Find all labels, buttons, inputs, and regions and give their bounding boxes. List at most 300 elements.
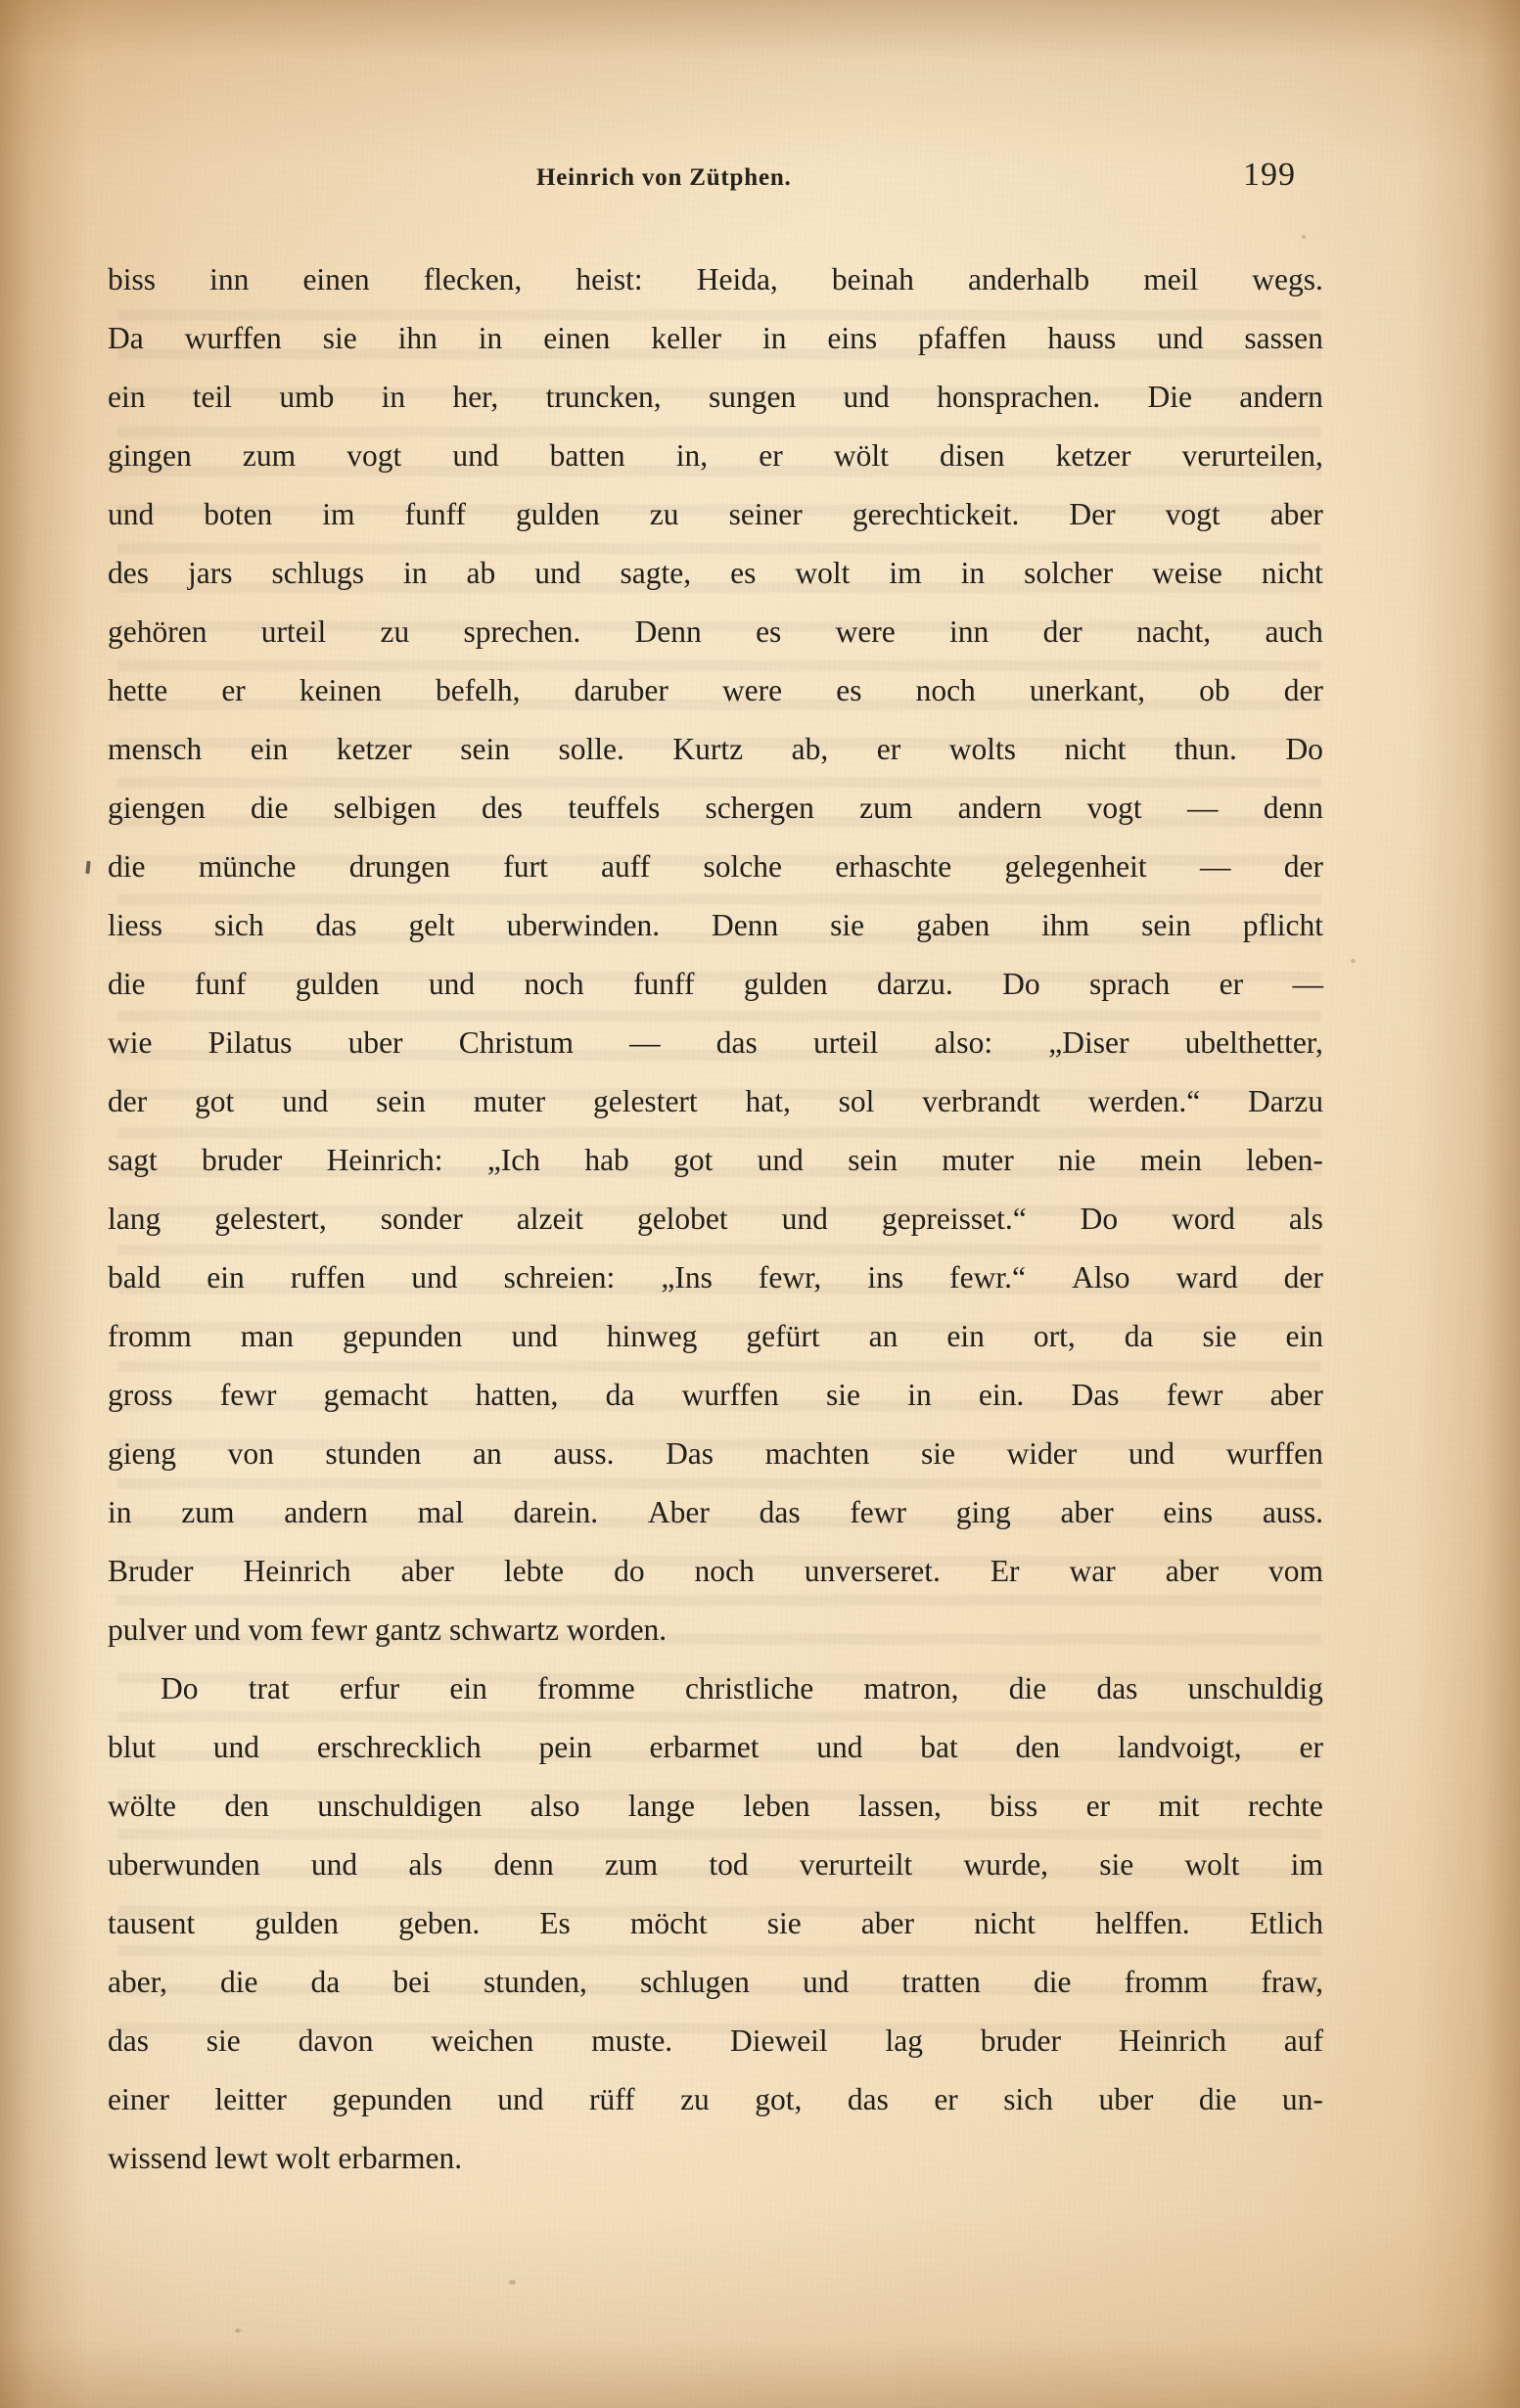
text-word: zu <box>649 497 679 531</box>
text-line <box>108 1072 1323 1131</box>
text-line <box>108 1131 1323 1190</box>
text-word: ein <box>108 380 146 414</box>
text-word: urteil <box>812 1025 879 1060</box>
text-word: nacht, <box>1136 614 1212 649</box>
text-word: fewr <box>219 1378 277 1412</box>
text-word: sie <box>920 1436 955 1471</box>
text-word: uberwinden. <box>506 908 661 942</box>
text-word: ruffen <box>290 1260 366 1295</box>
text-word: wolts <box>948 732 1016 766</box>
text-word: er <box>1085 1789 1111 1823</box>
text-word: und <box>212 1730 260 1764</box>
text-word: gross <box>108 1378 173 1412</box>
text-word: er <box>1219 967 1244 1001</box>
text-word: rüff <box>588 2082 635 2116</box>
text-word: Dieweil <box>729 2023 828 2058</box>
text-word: die <box>251 791 289 825</box>
text-word: gulden <box>743 967 828 1001</box>
text-word: gelobet <box>636 1202 728 1236</box>
text-word: Er <box>990 1554 1020 1588</box>
text-word: inn <box>209 262 250 296</box>
text-line <box>108 1718 1323 1777</box>
text-word: gieng <box>108 1436 176 1471</box>
text-word: davon <box>298 2023 374 2058</box>
text-word: „Diser <box>1048 1025 1129 1060</box>
text-word: fraw, <box>1261 1965 1323 1999</box>
text-word: sungen <box>708 380 797 414</box>
text-word: zu <box>680 2082 710 2116</box>
text-word: „Ich <box>486 1143 541 1177</box>
text-word: erhaschte <box>835 849 952 884</box>
text-word: also <box>530 1789 580 1823</box>
text-word: Da <box>108 321 144 355</box>
text-word: sprechen. <box>463 614 581 649</box>
text-word: das <box>847 2082 889 2116</box>
text-word: jars <box>188 556 233 590</box>
text-word: er <box>876 732 901 766</box>
text-word: der <box>1042 614 1082 649</box>
text-word: denn <box>493 1847 554 1882</box>
text-word: die <box>1198 2082 1237 2116</box>
text-line <box>108 309 1323 368</box>
text-word: ein <box>946 1319 985 1353</box>
text-word: solle. <box>558 732 624 766</box>
text-word: in <box>478 321 503 355</box>
text-word: wurde, <box>963 1847 1049 1882</box>
text-word: der <box>1283 849 1323 884</box>
text-word: darzu. <box>876 967 953 1001</box>
text-line <box>108 2012 1323 2070</box>
text-word: das <box>108 2023 149 2058</box>
text-word: gepunden <box>342 1319 463 1353</box>
text-word: Heinrich: <box>326 1143 443 1177</box>
text-word: Bruder <box>108 1554 194 1588</box>
text-word: — <box>1186 791 1219 825</box>
text-word: andern <box>957 791 1042 825</box>
text-word: hab <box>584 1143 629 1177</box>
text-word: muter <box>942 1143 1014 1177</box>
text-word: Pilatus <box>207 1025 293 1060</box>
text-word: teuffels <box>568 791 661 825</box>
text-word: erschrecklich <box>316 1730 482 1764</box>
text-word: un- <box>1281 2082 1323 2116</box>
text-word: der <box>1283 673 1323 707</box>
text-word: wolt <box>795 556 851 590</box>
text-line <box>108 1483 1323 1542</box>
text-word: und <box>1128 1436 1175 1471</box>
text-word: leben- <box>1246 1143 1323 1177</box>
text-line <box>108 2070 1323 2129</box>
text-word: noch <box>524 967 584 1001</box>
text-word: honsprachen. <box>937 380 1101 414</box>
text-line <box>108 485 1323 544</box>
text-word: noch <box>694 1554 755 1588</box>
text-word: vogt <box>1165 497 1221 531</box>
text-word: bald <box>108 1260 161 1295</box>
text-word: sein <box>376 1084 426 1118</box>
text-line <box>108 838 1323 896</box>
text-word: alzeit <box>516 1202 583 1236</box>
text-word: sein <box>460 732 510 766</box>
text-word: und <box>781 1202 828 1236</box>
text-word: „Ins <box>661 1260 713 1295</box>
text-word: sich <box>213 908 264 942</box>
text-word: sprach <box>1089 967 1171 1001</box>
text-word: zu <box>380 614 410 649</box>
text-word: ein. <box>978 1378 1025 1412</box>
text-word: die <box>1008 1671 1047 1705</box>
text-word: und <box>497 2082 544 2116</box>
text-word: mit <box>1158 1789 1200 1823</box>
text-word: und <box>310 1847 358 1882</box>
text-word: do <box>614 1554 645 1588</box>
text-word: muter <box>473 1084 546 1118</box>
text-word: heist: <box>576 262 643 296</box>
text-line <box>108 1190 1323 1249</box>
text-line <box>108 1366 1323 1425</box>
running-head: Heinrich von Zütphen. <box>536 164 792 191</box>
text-line <box>108 2129 1323 2188</box>
paper-fleck <box>509 2280 516 2285</box>
text-word: sagte, <box>620 556 692 590</box>
text-word: zum <box>859 791 913 825</box>
text-word: wurffen <box>1225 1436 1323 1471</box>
text-word: pflicht <box>1242 908 1323 942</box>
text-word: gelestert <box>592 1084 698 1118</box>
text-word: er <box>1299 1730 1323 1764</box>
text-word: funff <box>404 497 466 531</box>
text-word: urteil <box>260 614 327 649</box>
text-word: das <box>315 908 357 942</box>
text-word: fewr.“ <box>949 1260 1026 1295</box>
text-word: Die <box>1147 380 1192 414</box>
text-word: gingen <box>108 438 192 473</box>
text-word: möcht <box>629 1906 708 1940</box>
text-word: leben <box>743 1789 810 1823</box>
text-word: fromm <box>1124 1965 1209 1999</box>
text-word: bruder <box>202 1143 283 1177</box>
text-word: Das <box>1071 1378 1120 1412</box>
text-word: der <box>108 1084 148 1118</box>
text-word: in <box>402 556 428 590</box>
text-word: hette <box>108 673 168 707</box>
text-word: und <box>108 497 155 531</box>
text-word: drungen <box>348 849 450 884</box>
text-line <box>108 544 1323 603</box>
text-word: das <box>715 1025 758 1060</box>
text-word: Heinrich <box>1118 2023 1226 2058</box>
text-word: sie <box>206 2023 241 2058</box>
text-word: tod <box>709 1847 749 1882</box>
text-word: hat, <box>745 1084 791 1118</box>
text-word: geben. <box>398 1906 481 1940</box>
text-line <box>108 779 1323 838</box>
text-word: — <box>629 1025 661 1060</box>
text-word: nie <box>1058 1143 1096 1177</box>
text-word: die <box>1033 1965 1072 1999</box>
text-line <box>108 603 1323 661</box>
text-word: teil <box>192 380 233 414</box>
text-word: pfaffen <box>918 321 1007 355</box>
text-word: der <box>1283 1260 1323 1295</box>
text-word: ort, <box>1033 1319 1076 1353</box>
text-word: in <box>381 380 406 414</box>
text-word: aber <box>1269 497 1323 531</box>
text-word: biss <box>990 1789 1038 1823</box>
text-word: auf <box>1283 2023 1323 2058</box>
text-word: ihm <box>1041 908 1090 942</box>
text-word: stunden <box>325 1436 422 1471</box>
text-word: wölte <box>108 1789 176 1823</box>
paragraph <box>108 250 1323 1659</box>
text-word: word <box>1172 1202 1235 1236</box>
text-line <box>108 250 1323 309</box>
text-word: — <box>1199 849 1231 884</box>
text-word: trat <box>248 1671 290 1705</box>
text-word: bat <box>920 1730 958 1764</box>
text-line <box>108 1601 1323 1659</box>
text-line <box>108 427 1323 485</box>
text-word: eins <box>827 321 878 355</box>
text-word: und <box>511 1319 558 1353</box>
text-word: Do <box>161 1671 199 1705</box>
text-word: lang <box>108 1202 161 1236</box>
page-header <box>106 157 1407 194</box>
text-word: umb <box>279 380 335 414</box>
text-word: in <box>960 556 986 590</box>
text-word: wie <box>108 1025 153 1060</box>
text-word: da <box>310 1965 341 1999</box>
text-word: befelh, <box>435 673 521 707</box>
text-word: solche <box>703 849 782 884</box>
text-word: an <box>473 1436 502 1471</box>
text-word: christliche <box>684 1671 814 1705</box>
text-word: fewr, <box>758 1260 822 1295</box>
text-word: ein <box>449 1671 487 1705</box>
body-text <box>108 250 1323 2188</box>
text-word: wurffen <box>681 1378 779 1412</box>
text-word: vogt <box>346 438 402 473</box>
text-word: blut <box>108 1730 157 1764</box>
text-word: im <box>322 497 355 531</box>
text-word: und <box>757 1143 804 1177</box>
text-word: aber, <box>108 1965 167 1999</box>
text-word: er <box>934 2082 958 2116</box>
text-word: mein <box>1139 1143 1202 1177</box>
text-word: er <box>759 438 783 473</box>
text-word: einen <box>543 321 611 355</box>
text-word: schlugs <box>271 556 364 590</box>
page-number: 199 <box>1243 157 1296 193</box>
text-word: got <box>673 1143 714 1177</box>
text-word: muste. <box>591 2023 673 2058</box>
text-line <box>108 1894 1323 1953</box>
text-line <box>108 1542 1323 1601</box>
text-word: an <box>868 1319 898 1353</box>
text-word: sol <box>838 1084 875 1118</box>
text-word: unverseret. <box>804 1554 941 1588</box>
text-word: Das <box>666 1436 714 1471</box>
text-word: Der <box>1069 497 1116 531</box>
paper-fleck <box>1351 959 1356 963</box>
text-word: fewr <box>850 1495 907 1529</box>
text-word: verbrandt <box>922 1084 1040 1118</box>
paper-fleck <box>235 2329 241 2333</box>
text-word: lange <box>627 1789 695 1823</box>
text-word: des <box>482 791 524 825</box>
text-word: noch <box>915 673 976 707</box>
text-word: Kurtz <box>672 732 744 766</box>
text-word: den <box>224 1789 269 1823</box>
text-line <box>108 1777 1323 1836</box>
text-word: weise <box>1152 556 1222 590</box>
text-word: schergen <box>705 791 814 825</box>
text-word: mal <box>417 1495 464 1529</box>
text-word: keinen <box>299 673 382 707</box>
text-word: thun. <box>1175 732 1237 766</box>
text-word: gelegenheit <box>1004 849 1147 884</box>
text-word: Denn <box>634 614 702 649</box>
text-word: sich <box>1003 2082 1053 2116</box>
text-word: sonder <box>380 1202 463 1236</box>
text-word: uber <box>1098 2082 1154 2116</box>
text-word: als <box>408 1847 443 1882</box>
text-word: also: <box>934 1025 993 1060</box>
text-word: und <box>452 438 499 473</box>
text-word: disen <box>939 438 1005 473</box>
text-word: gerechtickeit. <box>852 497 1020 531</box>
text-word: andern <box>1239 380 1323 414</box>
text-word: als <box>1288 1202 1323 1236</box>
text-word: sie <box>1099 1847 1134 1882</box>
text-word: münche <box>198 849 297 884</box>
text-word: ab <box>466 556 496 590</box>
text-word: funf <box>194 967 247 1001</box>
text-word: ein <box>250 732 289 766</box>
text-word: ubelthetter, <box>1184 1025 1323 1060</box>
text-word: tratten <box>901 1965 981 1999</box>
text-word: sein <box>1141 908 1191 942</box>
text-line <box>108 1307 1323 1366</box>
text-word: von <box>227 1436 274 1471</box>
text-word: landvoigt, <box>1117 1730 1242 1764</box>
text-word: uber <box>347 1025 403 1060</box>
text-word: die <box>108 967 146 1001</box>
text-word: bruder <box>980 2023 1061 2058</box>
text-word: und <box>816 1730 863 1764</box>
text-word: wolt <box>1184 1847 1240 1882</box>
text-word: gepreisset.“ <box>881 1202 1027 1236</box>
text-word: erbarmet <box>649 1730 760 1764</box>
text-word: in <box>907 1378 932 1412</box>
text-word: hauss <box>1047 321 1117 355</box>
text-word: des <box>108 556 149 590</box>
text-word: gulden <box>516 497 600 531</box>
text-word: es <box>756 614 782 649</box>
text-word: ein <box>207 1260 245 1295</box>
text-word: es <box>836 673 862 707</box>
text-word: fromm <box>108 1319 192 1353</box>
text-word: ketzer <box>1055 438 1131 473</box>
text-word: — <box>1292 967 1323 1001</box>
text-word: ketzer <box>336 732 412 766</box>
text-word: andern <box>284 1495 368 1529</box>
text-word: einen <box>302 262 370 296</box>
text-word: da <box>605 1378 635 1412</box>
text-word: sie <box>1202 1319 1237 1353</box>
text-word: vogt <box>1086 791 1142 825</box>
text-word: funff <box>633 967 695 1001</box>
text-word: Darzu <box>1248 1084 1323 1118</box>
text-word: auss. <box>553 1436 615 1471</box>
text-word: den <box>1015 1730 1061 1764</box>
text-line <box>108 896 1323 955</box>
text-word: bei <box>392 1965 431 1999</box>
text-word: wegs. <box>1252 262 1323 296</box>
text-word: leitter <box>214 2082 287 2116</box>
text-line <box>108 1836 1323 1894</box>
text-word: und <box>428 967 476 1001</box>
text-line <box>108 955 1323 1014</box>
text-word: war <box>1069 1554 1116 1588</box>
text-word: werden.“ <box>1087 1084 1201 1118</box>
text-word: anderhalb <box>967 262 1090 296</box>
text-word: Es <box>539 1906 571 1940</box>
text-word: fromme <box>537 1671 635 1705</box>
text-line <box>108 1249 1323 1307</box>
text-word: nicht <box>1064 732 1127 766</box>
text-word: truncken, <box>545 380 662 414</box>
text-word: in, <box>675 438 709 473</box>
text-word: verurteilt <box>799 1847 913 1882</box>
text-word: helffen. <box>1095 1906 1190 1940</box>
text-word: uberwunden <box>108 1847 260 1882</box>
text-word: nicht <box>1261 556 1323 590</box>
text-word: got, <box>755 2082 803 2116</box>
text-word: die <box>108 849 146 884</box>
text-word: boten <box>204 497 273 531</box>
margin-ink-mark <box>85 861 90 874</box>
text-word: unschuldigen <box>317 1789 483 1823</box>
text-word: schreien: <box>503 1260 616 1295</box>
text-line <box>108 368 1323 427</box>
text-word: lebte <box>503 1554 565 1588</box>
text-word: wider <box>1006 1436 1078 1471</box>
text-word: es <box>730 556 757 590</box>
text-word: machten <box>764 1436 870 1471</box>
text-word: und <box>843 380 890 414</box>
text-word: keller <box>651 321 722 355</box>
text-word: unerkant, <box>1029 673 1145 707</box>
text-word: das <box>759 1495 801 1529</box>
text-word: nicht <box>974 1906 1036 1940</box>
text-word: tausent <box>108 1906 196 1940</box>
text-word: sie <box>322 321 357 355</box>
text-word: liess <box>108 908 163 942</box>
text-word: biss <box>108 262 157 296</box>
text-word: wissend lewt wolt erbarmen. <box>108 2141 463 2175</box>
text-word: sassen <box>1244 321 1323 355</box>
text-word: gaben <box>916 908 990 942</box>
text-word: hatten, <box>475 1378 559 1412</box>
text-word: sie <box>830 908 865 942</box>
text-word: gemacht <box>323 1378 429 1412</box>
text-word: auch <box>1265 614 1323 649</box>
text-word: das <box>1096 1671 1138 1705</box>
text-word: denn <box>1263 791 1323 825</box>
text-word: gefürt <box>746 1319 820 1353</box>
text-word: im <box>1290 1847 1323 1882</box>
